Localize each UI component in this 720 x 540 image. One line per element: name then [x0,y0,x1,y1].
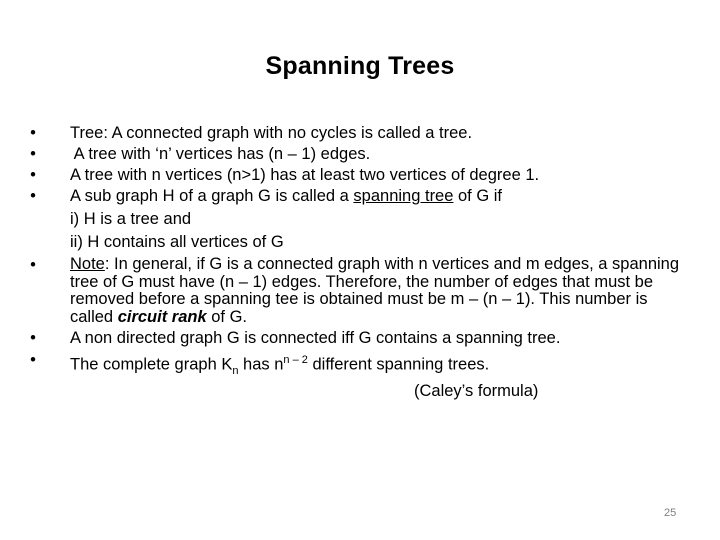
bullet-item-connected-iff [26,329,686,348]
complete-graph-text-pre: The complete graph K [70,355,233,374]
bullet-text-post: of G if [453,187,503,205]
bullet-item-note [26,256,686,326]
bullet-text: A tree with ‘n’ vertices has (n – 1) edges. [70,145,371,163]
note-paragraph [70,256,686,326]
bullet-item-tree-edges [26,145,686,164]
bullet-dot: • [30,256,36,274]
bullet-dot: • [30,187,36,205]
bullet-dot: • [30,166,36,184]
circuit-rank-term: circuit rank [117,307,207,326]
condition-ii: ii) H contains all vertices of G [70,233,284,251]
bullet-item-spanning-tree-definition [26,187,686,252]
note-text-end: of G. [206,307,248,326]
bullet-text: Tree: A connected graph with no cycles is called a tree. [70,124,473,142]
note-text: : In general, if G is a connected graph with n vertices and m edges, a spanning tree of G must have (n – 1) edges. Therefore, the number of edges that must be removed before a spanning tee is obtained must be m – (n – 1). This number is called [70,255,680,326]
complete-graph-text-post: different spanning trees. [307,355,490,374]
bullet-text: A tree with n vertices (n>1) has at least two vertices of degree 1. [70,166,540,184]
caley-formula-label: (Caley’s formula) [414,381,539,400]
bullet-dot: • [30,329,36,347]
note-label: Note [70,255,105,273]
superscript-n-minus-2: n – 2 [283,354,308,366]
bullet-list [26,124,686,403]
condition-i: i) H is a tree and [70,210,192,228]
bullet-item-tree-definition [26,124,686,143]
bullet-item-complete-graph [26,351,686,401]
bullet-text: A non directed graph G is connected iff G contains a spanning tree. [70,329,561,347]
bullet-text-pre: A sub graph H of a graph G is called a [70,187,354,205]
complete-graph-text-mid: has n [238,355,284,374]
subscript-n: n [232,364,239,377]
bullet-item-degree-one [26,166,686,185]
bullet-dot: • [30,145,36,163]
bullet-dot: • [30,351,36,369]
page-number: 25 [664,507,677,519]
bullet-dot: • [30,124,36,142]
slide-title: Spanning Trees [265,52,455,80]
spanning-tree-term: spanning tree [353,187,454,205]
